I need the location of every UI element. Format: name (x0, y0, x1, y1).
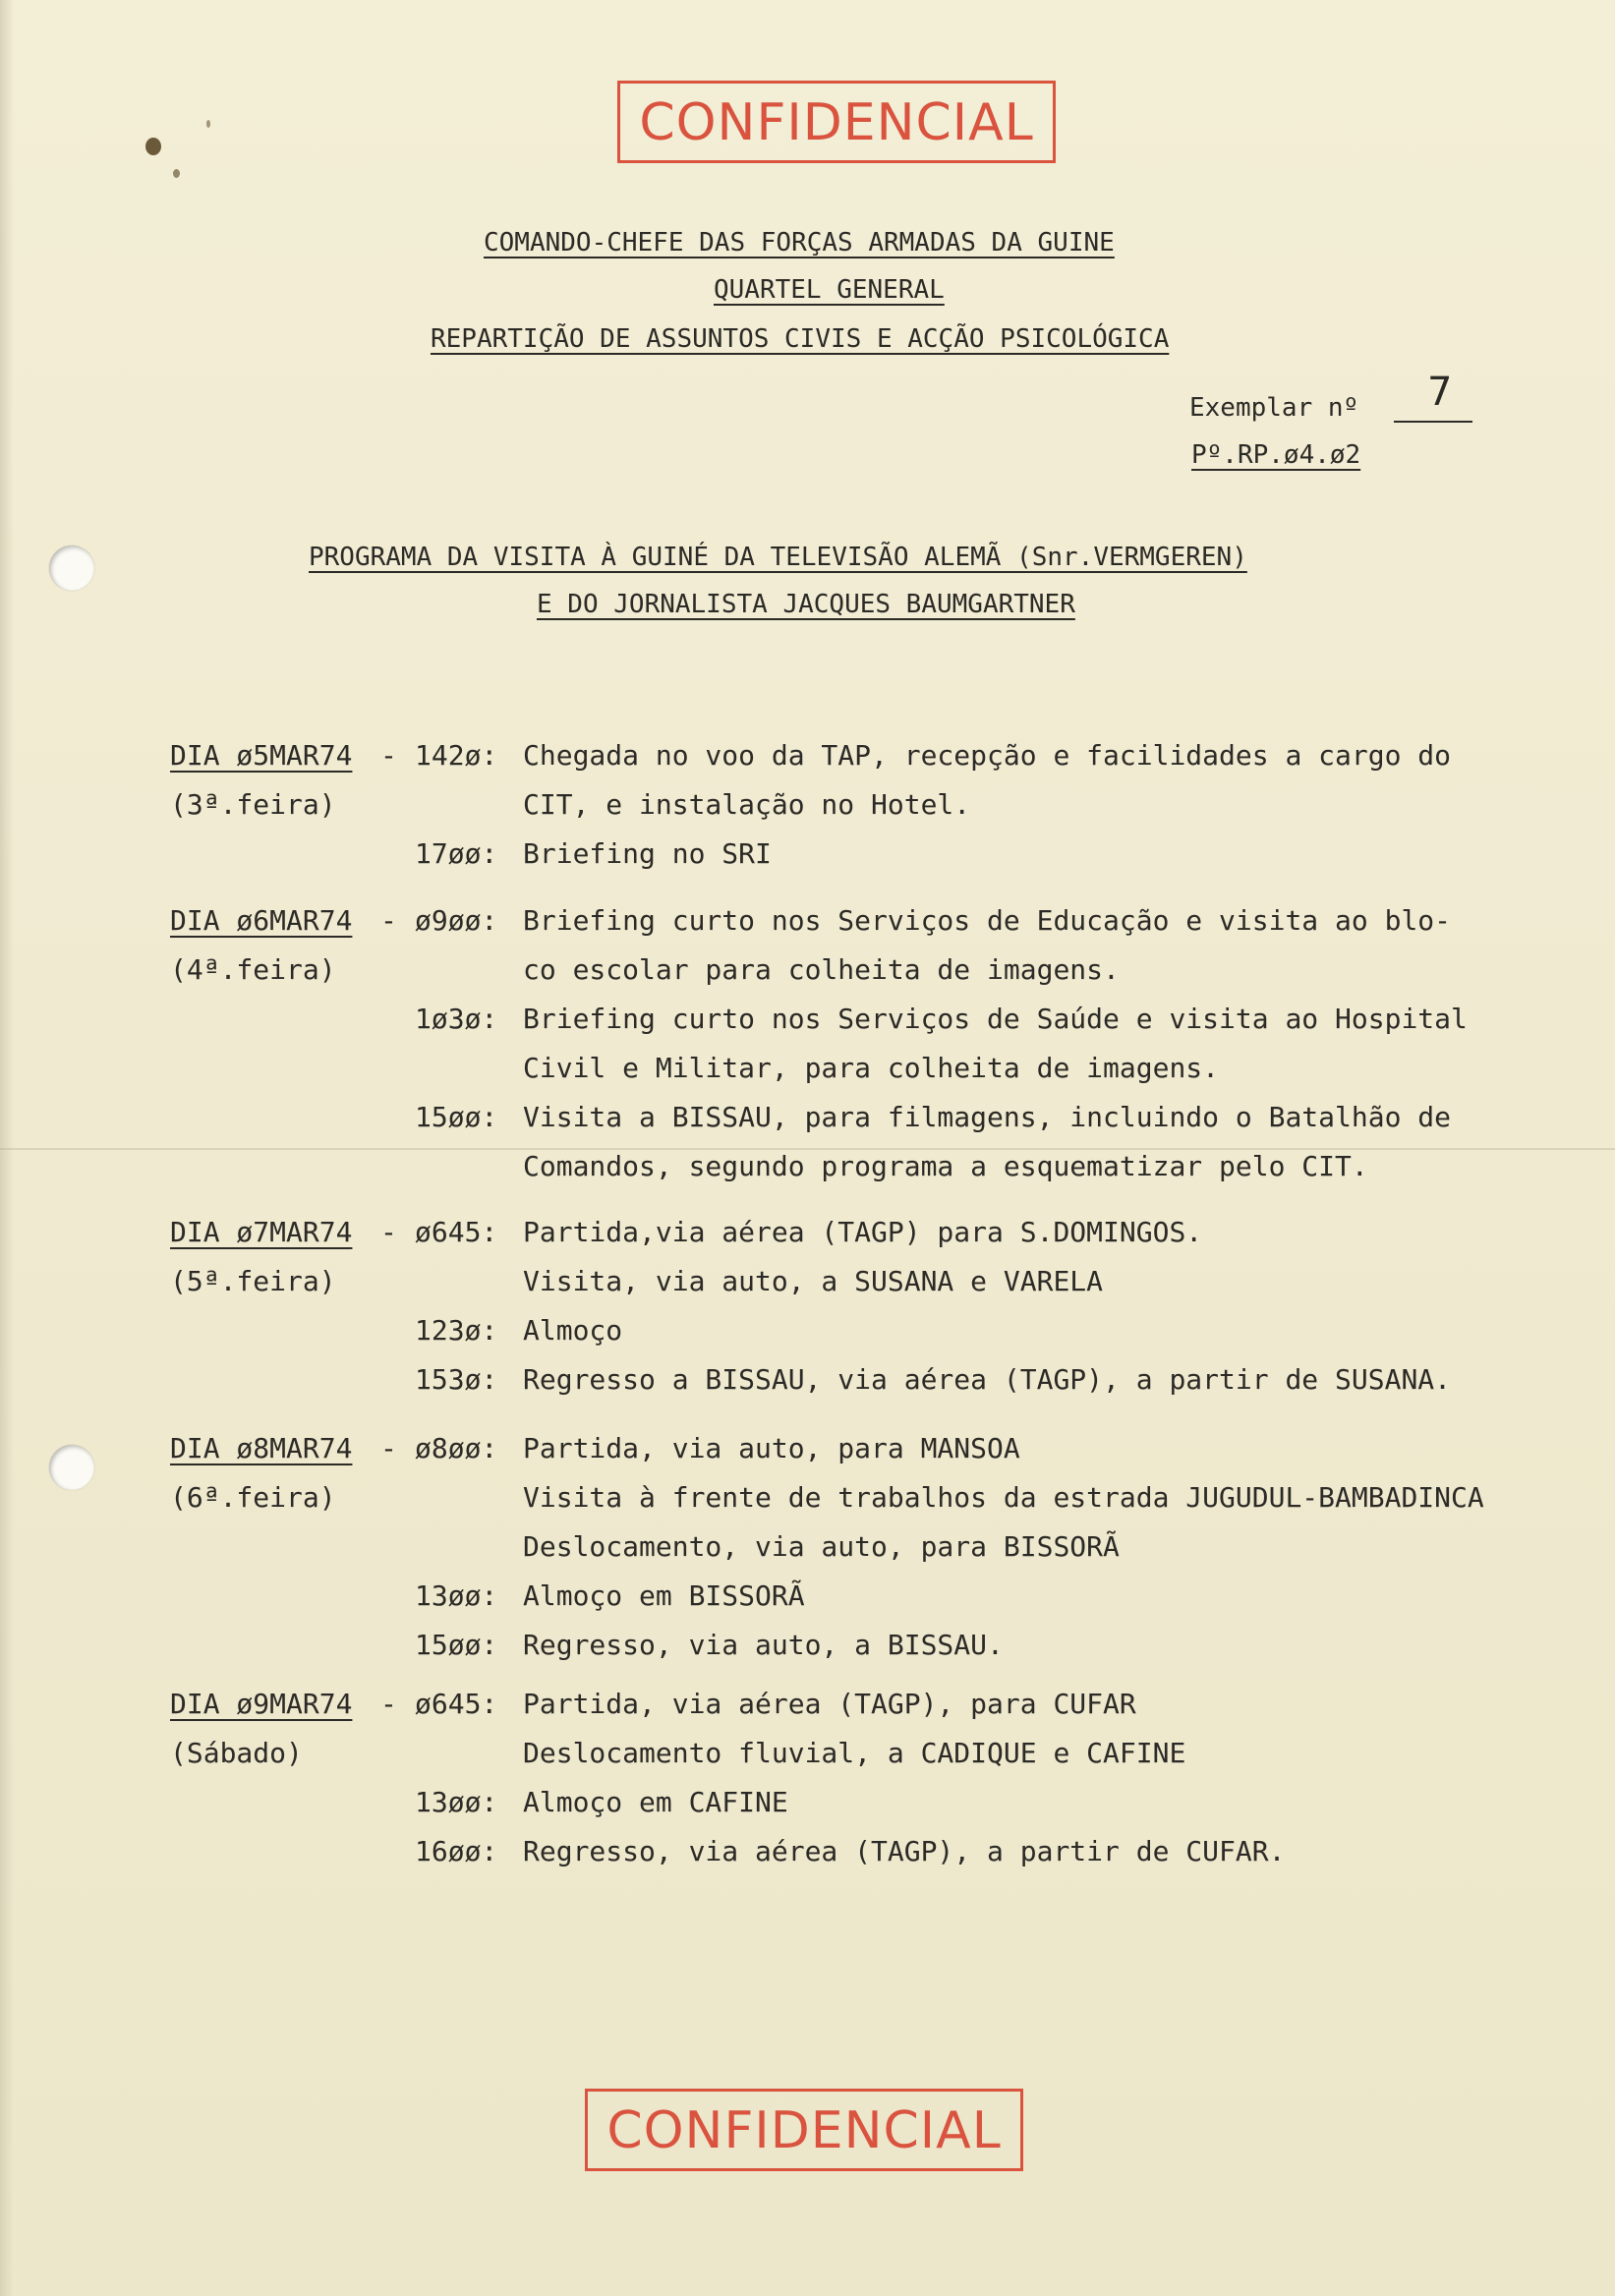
copy-number: 7 (1427, 370, 1453, 415)
entry-text: Regresso a BISSAU, via aérea (TAGP), a partir de SUSANA. (523, 1363, 1452, 1396)
entry-text: Deslocamento fluvial, a CADIQUE e CAFINE (523, 1737, 1186, 1769)
title-line-2: E DO JORNALISTA JACQUES BAUMGARTNER (537, 590, 1075, 619)
entry-text: Partida,via aérea (TAGP) para S.DOMINGOS. (523, 1216, 1203, 1248)
entry-time: 13øø: (415, 1579, 498, 1612)
day-date: DIA ø7MAR74 (170, 1216, 353, 1248)
entry-text: Visita a BISSAU, para filmagens, incluindo o Batalhão de (523, 1101, 1452, 1133)
entry-text: Partida, via aérea (TAGP), para CUFAR (523, 1688, 1136, 1720)
entry-time: 142ø: (415, 739, 498, 772)
day-date: DIA ø6MAR74 (170, 904, 353, 937)
date-separator: - (380, 1688, 397, 1720)
entry-text: Chegada no voo da TAP, recepção e facilidades a cargo do (523, 739, 1452, 772)
header-command: COMANDO-CHEFE DAS FORÇAS ARMADAS DA GUINE (484, 228, 1115, 258)
copy-label: Exemplar nº (1189, 393, 1359, 423)
date-separator: - (380, 1216, 397, 1248)
punch-hole-top (49, 545, 94, 591)
entry-time: ø9øø: (415, 904, 498, 937)
day-date: DIA ø8MAR74 (170, 1432, 353, 1464)
entry-text: Almoço em BISSORÃ (523, 1579, 805, 1612)
entry-time: 17øø: (415, 837, 498, 870)
entry-text: Briefing no SRI (523, 837, 772, 870)
entry-time: 123ø: (415, 1314, 498, 1347)
entry-text: Almoço (523, 1314, 623, 1347)
ink-stain-small (173, 169, 180, 178)
entry-text: co escolar para colheita de imagens. (523, 953, 1120, 986)
entry-time: 16øø: (415, 1835, 498, 1867)
reference-code: Pº.RP.ø4.ø2 (1191, 440, 1361, 470)
punch-hole-bottom (49, 1445, 94, 1490)
entry-time: ø645: (415, 1216, 498, 1248)
entry-text: Regresso, via auto, a BISSAU. (523, 1629, 1004, 1661)
date-separator: - (380, 1432, 397, 1464)
day-date: DIA ø9MAR74 (170, 1688, 353, 1720)
day-weekday: (5ª.feira) (170, 1265, 336, 1297)
day-weekday: (4ª.feira) (170, 953, 336, 986)
entry-text: Partida, via auto, para MANSOA (523, 1432, 1020, 1464)
day-date: DIA ø5MAR74 (170, 739, 353, 772)
entry-text: Civil e Militar, para colheita de imagens. (523, 1052, 1220, 1084)
entry-time: 13øø: (415, 1786, 498, 1818)
date-separator: - (380, 904, 397, 937)
day-weekday: (6ª.feira) (170, 1481, 336, 1514)
entry-time: 1ø3ø: (415, 1003, 498, 1035)
day-weekday: (Sábado) (170, 1737, 303, 1769)
entry-text: Almoço em CAFINE (523, 1786, 788, 1818)
header-reparticao: REPARTIÇÃO DE ASSUNTOS CIVIS E ACÇÃO PSICOLÓGICA (431, 324, 1170, 354)
entry-text: CIT, e instalação no Hotel. (523, 788, 971, 821)
confidential-stamp-bottom: CONFIDENCIAL (585, 2089, 1023, 2171)
entry-time: 153ø: (415, 1363, 498, 1396)
entry-time: 15øø: (415, 1101, 498, 1133)
title-line-1: PROGRAMA DA VISITA À GUINÉ DA TELEVISÃO ALEMÃ (Snr.VERMGEREN) (309, 543, 1247, 572)
entry-text: Regresso, via aérea (TAGP), a partir de CUFAR. (523, 1835, 1286, 1867)
date-separator: - (380, 739, 397, 772)
entry-time: ø645: (415, 1688, 498, 1720)
entry-text: Comandos, segundo programa a esquematizar pelo CIT. (523, 1150, 1368, 1182)
header-quartel: QUARTEL GENERAL (714, 275, 945, 305)
ink-mark (206, 120, 210, 128)
entry-text: Visita à frente de trabalhos da estrada JUGUDUL-BAMBADINCA (523, 1481, 1484, 1514)
ink-stain (145, 138, 161, 155)
entry-text: Briefing curto nos Serviços de Educação e visita ao blo- (523, 904, 1452, 937)
copy-number-underline (1394, 421, 1472, 423)
entry-time: ø8øø: (415, 1432, 498, 1464)
day-weekday: (3ª.feira) (170, 788, 336, 821)
confidential-stamp-top: CONFIDENCIAL (617, 81, 1056, 163)
entry-text: Visita, via auto, a SUSANA e VARELA (523, 1265, 1104, 1297)
entry-time: 15øø: (415, 1629, 498, 1661)
entry-text: Deslocamento, via auto, para BISSORÃ (523, 1530, 1120, 1563)
entry-text: Briefing curto nos Serviços de Saúde e visita ao Hospital (523, 1003, 1468, 1035)
